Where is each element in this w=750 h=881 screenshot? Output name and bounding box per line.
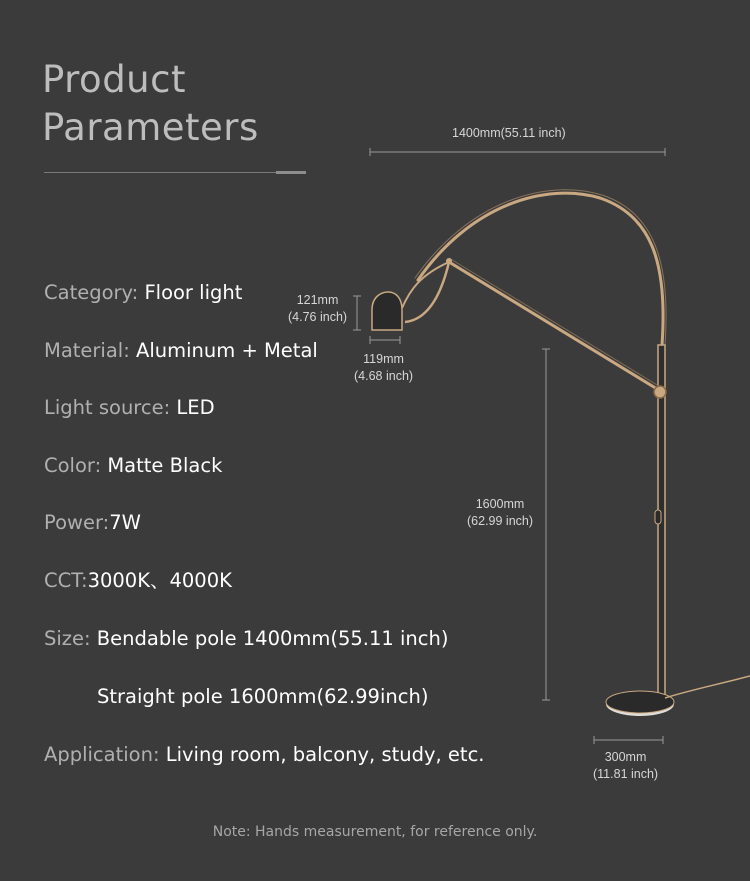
title-line-2: Parameters xyxy=(42,106,259,149)
spec-label: Color: xyxy=(44,454,108,477)
spec-value: 7W xyxy=(109,511,141,534)
spec-value: 3000K、4000K xyxy=(87,569,232,592)
dim-pole-height-in: (62.99 inch) xyxy=(467,514,534,528)
spec-label: CCT: xyxy=(44,569,88,592)
lamp-cable xyxy=(665,676,750,698)
spec-value: Bendable pole 1400mm(55.11 inch) xyxy=(96,627,449,650)
dim-base-width-mm: 300mm xyxy=(604,750,647,764)
lamp-arc xyxy=(415,190,666,345)
spec-value: LED xyxy=(176,396,215,419)
dim-base-width-in: (11.81 inch) xyxy=(593,767,659,781)
spec-label: Material: xyxy=(44,339,136,362)
dim-shade-height-in: (4.76 inch) xyxy=(288,310,348,324)
spec-value: Living room, balcony, study, etc. xyxy=(165,743,485,766)
footnote: Note: Hands measurement, for reference only. xyxy=(212,824,538,840)
dim-shade-height xyxy=(288,292,347,326)
dim-shade-height-mm: 121mm xyxy=(296,293,339,307)
dimension-lines xyxy=(353,148,665,744)
dim-pole-height xyxy=(467,496,533,530)
title-line-1: Product xyxy=(42,58,186,101)
spec-label: Size: xyxy=(44,627,97,650)
lamp-joint xyxy=(654,386,666,398)
spec-value: Straight pole 1600mm(62.99inch) xyxy=(97,685,429,708)
spec-label: Category: xyxy=(44,281,145,304)
dim-shade-width xyxy=(354,351,413,385)
spec-label: Light source: xyxy=(44,396,177,419)
dim-pole-height-mm: 1600mm xyxy=(475,497,525,511)
lamp-shade xyxy=(372,292,402,330)
dim-base-width xyxy=(593,749,658,783)
dim-shade-width-mm: 119mm xyxy=(363,352,404,366)
spec-value: Floor light xyxy=(144,281,243,304)
spec-value: Matte Black xyxy=(107,454,223,477)
dim-shade-width-in: (4.68 inch) xyxy=(354,369,414,383)
spec-label: Power: xyxy=(44,511,110,534)
spec-value: Aluminum + Metal xyxy=(136,339,318,362)
dim-arc-width: 1400mm(55.11 inch) xyxy=(452,126,566,140)
spec-label: Application: xyxy=(44,743,166,766)
lamp-arm xyxy=(449,262,662,392)
